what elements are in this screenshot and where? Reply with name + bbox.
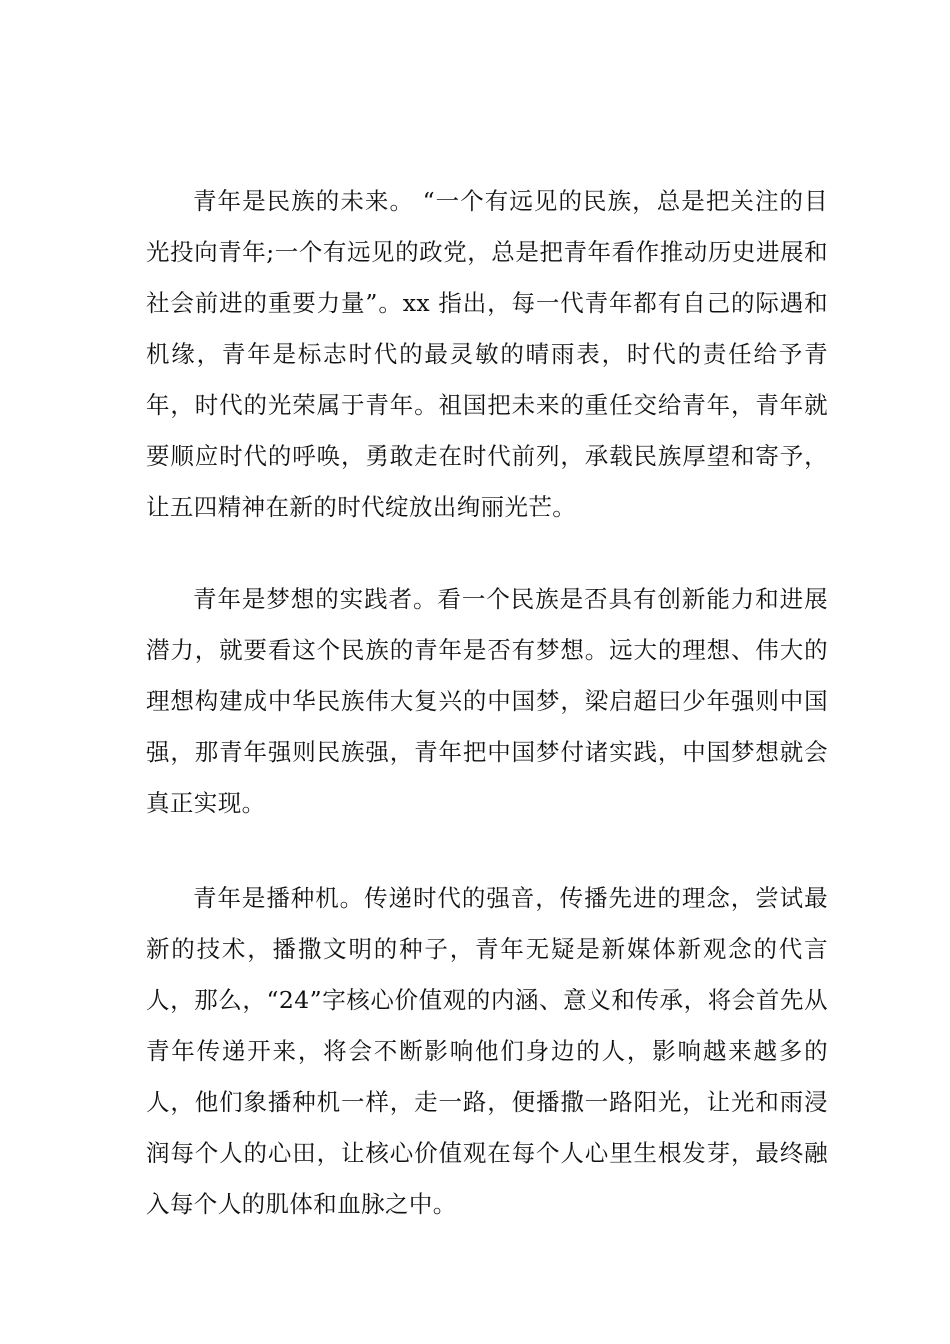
paragraph-youth-future: 青年是民族的未来。 “一个有远见的民族，总是把关注的目光投向青年;一个有远见的政党，总是把青年看作推动历史进展和社会前进的重要力量”。xx 指出，每一代青年都有自己的际遇和机缘，青年是标志时代的最灵敏的晴雨表，时代的责任给予青年，时代的光荣属于青年。祖国把未来的重任交给青年，青年就要顺应时代的呼唤，勇敢走在时代前列，承载民族厚望和寄予，让五四精神在新的时代绽放出绚丽光芒。	[146, 187, 828, 521]
paragraph-youth-dream: 青年是梦想的实践者。看一个民族是否具有创新能力和进展潜力，就要看这个民族的青年是否有梦想。远大的理想、伟大的理想构建成中华民族伟大复兴的中国梦，梁启超曰少年强则中国强，那青年强则民族强，青年把中国梦付诸实践，中国梦想就会真正实现。	[146, 585, 828, 817]
paragraph-youth-sower: 青年是播种机。传递时代的强音，传播先进的理念，尝试最新的技术，播撒文明的种子，青年无疑是新媒体新观念的代言人，那么，“24”字核心价值观的内涵、意义和传承，将会首先从青年传递开来，将会不断影响他们身边的人，影响越来越多的人，他们象播种机一样，走一路，便播撒一路阳光，让光和雨浸润每个人的心田，让核心价值观在每个人心里生根发芽，最终融入每个人的肌体和血脉之中。	[146, 884, 828, 1218]
